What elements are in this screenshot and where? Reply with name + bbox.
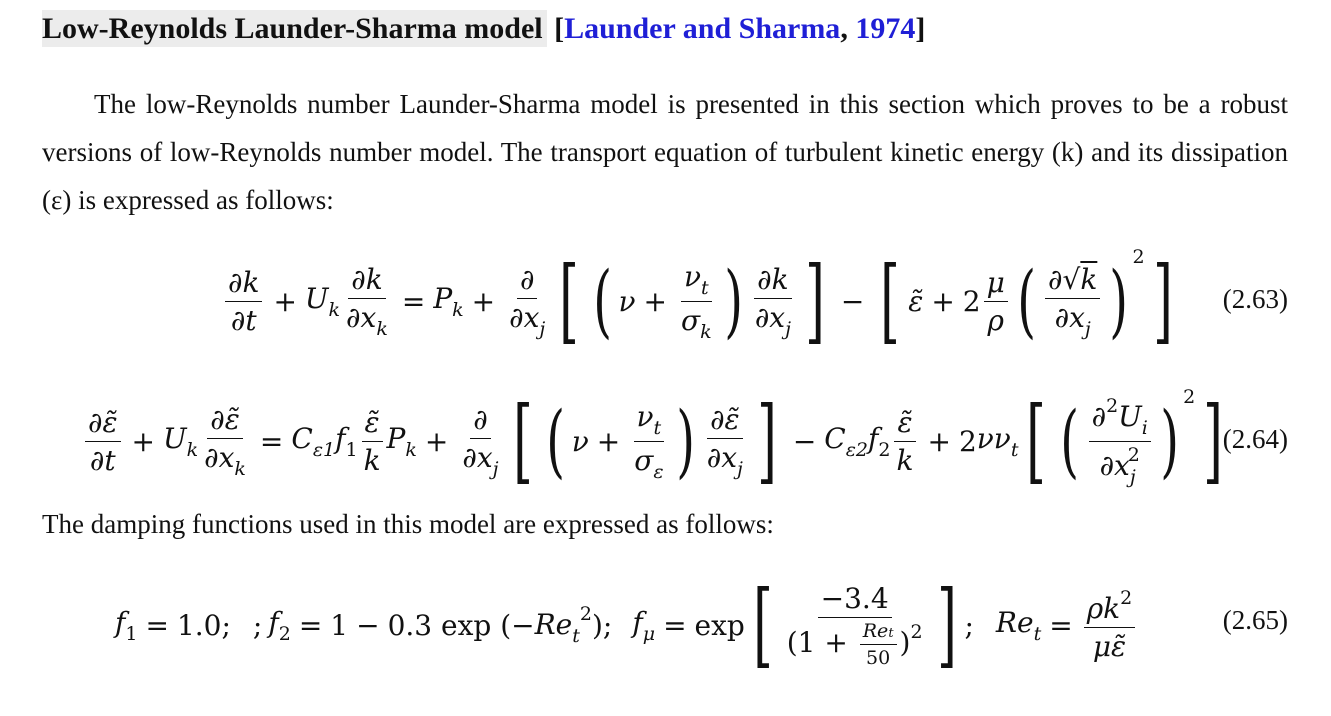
- equation-number-2-64: (2.64): [1222, 424, 1288, 454]
- damping-paragraph: The damping functions used in this model are expressed as follows:: [42, 509, 774, 539]
- equation-2-65: [0, 570, 1331, 680]
- equation-2-64-body: $\frac{\partial\varepsiloñ}{\partial t}$ + $U_k$ $\frac{\partial\varepsiloñ}{\partial x_k}$ = $C_{\varepsilon 1}f_1$ $\frac{\varepsiloñ}{k}$ $P_k$ + $\frac{\partial}{\partial x_j}$ [ ( ν + $\frac{\nu_t}{\sigma_\varepsilon}$ ) $\frac{\partial\varepsiloñ}{\partial x_j}$ ] − $C_{\varepsilon 2}f_2$ $\frac{\varepsiloñ}{k}$ + 2 $\nu\nu_t$ [ ( $\frac{\partial^2U_i}{\partial x_j^2}$ ) 2 ]: [82, 386, 1231, 496]
- citation-year-link[interactable]: 1974: [855, 12, 916, 45]
- equation-2-63: [0, 246, 1331, 356]
- citation-authors-link[interactable]: Launder and Sharma: [564, 12, 841, 45]
- equation-2-63-body: $\frac{\partial k}{\partial t}$ + $U_k$ $\frac{\partial k}{\partial x_k}$ = $P_k$ + $\frac{\partial}{\partial x_j}$ [ ( ν + $\frac{\nu_t}{\sigma_k}$ ) $\frac{\partial k}{\partial x_j}$ ] − [ ε̃ + 2 $\frac{\mu}{\rho}$ ( $\frac{\partial√k}{\partial x_j}$ ) 2 ]: [222, 246, 1181, 356]
- equation-number-2-63: (2.63): [1222, 284, 1288, 314]
- section-title: Low-Reynolds Launder-Sharma model: [42, 10, 547, 47]
- citation-separator: ,: [840, 12, 856, 45]
- section-heading: [42, 12, 925, 46]
- equation-2-65-body: $f_1$ = 1.0; ; $f_2$ = 1 − 0.3 exp (− $Re_t^2$ ); $f_\mu$ = exp [ −3.4 (1 + $\frac{\text{Ret}}{50}$ )$^2$ ] ; $Re_t$ = $\frac{\rho k^2}{\mu\varepsiloñ}$: [115, 570, 1138, 680]
- intro-paragraph: The low-Reynolds number Launder-Sharma model is presented in this section which proves to be a robust versions of low-Reynolds number model. The transport equation of turbulent kinetic energy (k) and its dissipation (ε) is expressed as follows:: [42, 89, 1288, 215]
- citation-open-bracket: [: [554, 12, 565, 45]
- equation-number-2-65: (2.65): [1222, 605, 1288, 635]
- citation-close-bracket: ]: [915, 12, 926, 45]
- equation-2-64: [0, 386, 1331, 496]
